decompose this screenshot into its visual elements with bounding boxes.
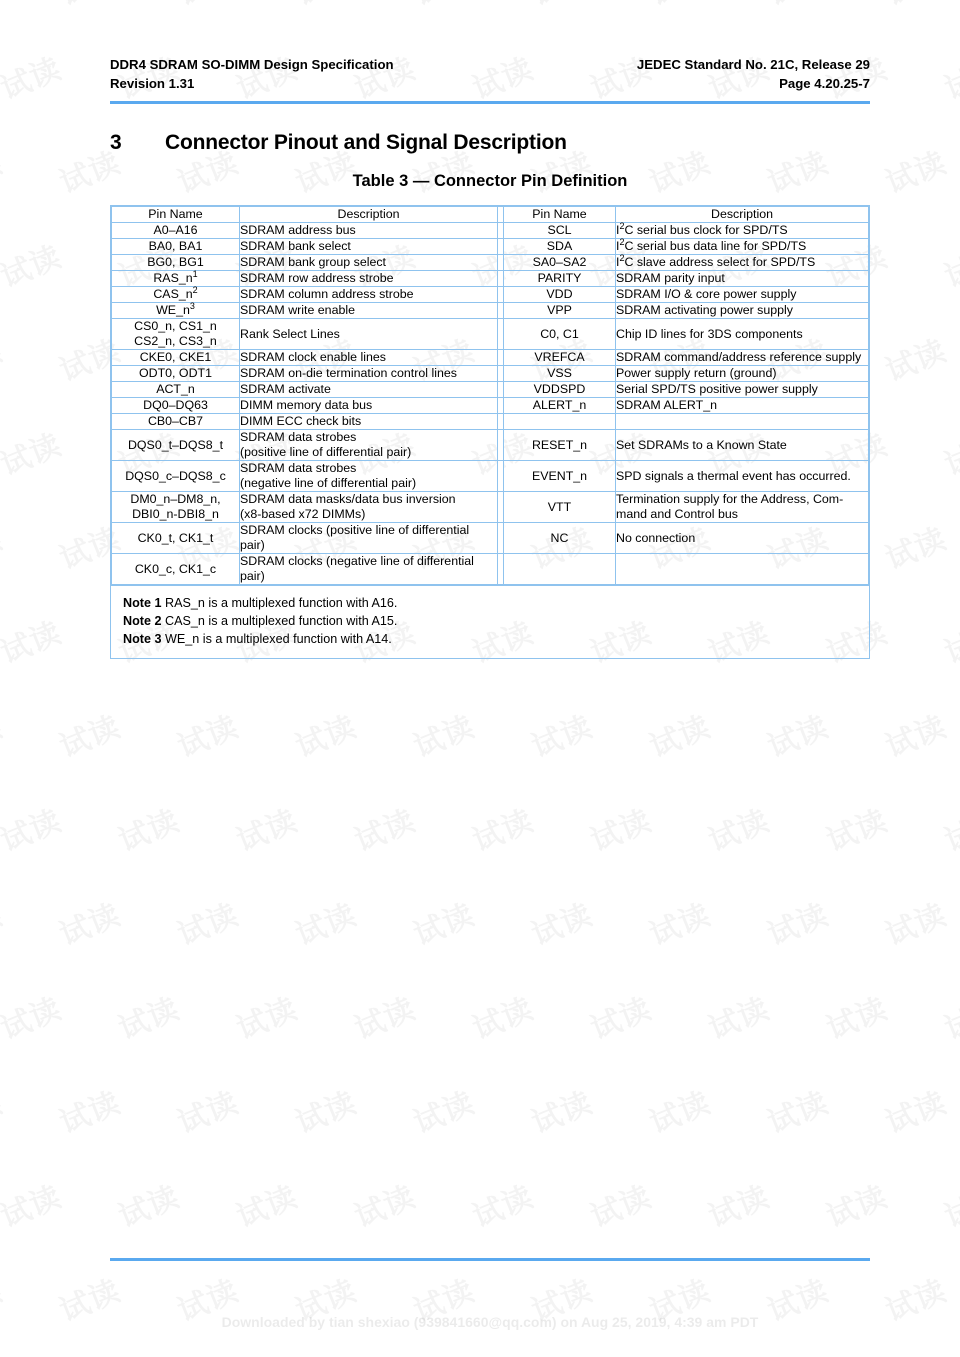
description-cell-right <box>616 236 869 255</box>
note-label: Note 1 <box>123 596 162 610</box>
pin-name-cell-left: $WE\_n^3$ <box>112 303 240 319</box>
pin-name-cell-right: C0, C1 <box>504 319 616 350</box>
pin-name-cell-left: BA0, BA1 <box>112 239 240 255</box>
document-header <box>110 55 870 93</box>
pin-name-cell-left: ACT_n <box>112 382 240 398</box>
table-row <box>112 461 869 492</box>
pin-name-cell-right: VSS <box>504 366 616 382</box>
description-cell-right: SDRAM parity input <box>616 271 869 287</box>
header-left-block <box>110 55 394 93</box>
description-cell-right: Serial SPD/TS positive power supply <box>616 382 869 398</box>
pin-name-cell-left: DQS0_t–DQS8_t <box>112 430 240 461</box>
table-row <box>112 287 869 303</box>
description-cell-right: SPD signals a thermal event has occurred. <box>616 461 869 492</box>
table-row <box>112 492 869 523</box>
description-cell-right: Set SDRAMs to a Known State <box>616 430 869 461</box>
page-title <box>110 131 870 155</box>
description-cell-right: Chip ID lines for 3DS components <box>616 319 869 350</box>
desc-text: C slave address select for SPD/TS <box>624 255 816 269</box>
description-cell-left: Rank Select Lines <box>240 319 498 350</box>
empty-cell <box>616 554 869 585</box>
table-row <box>112 303 869 319</box>
description-cell-right: SDRAM I/O & core power supply <box>616 287 869 303</box>
pin-name-cell-left: $CAS\_n^2$ <box>112 287 240 303</box>
table-row <box>112 366 869 382</box>
table-row <box>112 350 869 366</box>
description-cell-right: SDRAM command/address reference supply <box>616 350 869 366</box>
footnote-marker: 2 <box>192 284 198 295</box>
superscript-marker: 2 <box>619 252 625 263</box>
table-note <box>123 630 859 648</box>
pin-name-cell-left: A0–A16 <box>112 223 240 239</box>
pin-name-cell-right: VDD <box>504 287 616 303</box>
col-header-description-left: Description <box>240 207 498 223</box>
note-label: Note 2 <box>123 614 162 628</box>
pin-definition-table <box>111 206 869 585</box>
header-divider-rule <box>110 101 870 104</box>
footnote-marker: 1 <box>192 268 198 279</box>
description-cell-right: Power supply return (ground) <box>616 366 869 382</box>
desc-text: C serial bus data line for SPD/TS <box>624 239 807 253</box>
col-header-description-right: Description <box>616 207 869 223</box>
table-head <box>112 207 869 223</box>
pin-name-cell-right: NC <box>504 523 616 554</box>
pin-name-cell-left: $RAS\_n^1$ <box>112 271 240 287</box>
description-cell-left: SDRAM activate <box>240 382 498 398</box>
table-row <box>112 223 869 239</box>
pin-name-cell-right: VDDSPD <box>504 382 616 398</box>
superscript-marker: 2 <box>619 236 625 247</box>
table-caption: Table 3 — Connector Pin Definition <box>352 172 628 190</box>
pin-name-cell-right: SDA <box>504 239 616 255</box>
table-header-row <box>112 207 869 223</box>
empty-cell <box>504 554 616 585</box>
table-row <box>112 239 869 255</box>
pin-name-cell-left: CKE0, CKE1 <box>112 350 240 366</box>
pin-name-cell-left: CS0_n, CS1_n CS2_n, CS3_n <box>112 319 240 350</box>
header-doc-title: DDR4 SDRAM SO-DIMM Design Specification <box>110 57 394 72</box>
section-title: Connector Pinout and Signal Description <box>165 131 567 154</box>
pin-name-cell-left: DQS0_c–DQS8_c <box>112 461 240 492</box>
pin-name-cell-left: CB0–CB7 <box>112 414 240 430</box>
empty-cell <box>616 414 869 430</box>
footnote-marker: 3 <box>189 300 195 311</box>
description-cell-right <box>616 252 869 271</box>
pin-name-cell-right: VREFCA <box>504 350 616 366</box>
description-cell-right: SDRAM activating power supply <box>616 303 869 319</box>
note-text: CAS_n is a multiplexed function with A15. <box>161 614 398 628</box>
table-row <box>112 271 869 287</box>
description-cell-right <box>616 220 869 239</box>
pin-name-cell-left: ODT0, ODT1 <box>112 366 240 382</box>
pin-name-cell-left: BG0, BG1 <box>112 255 240 271</box>
pin-name-cell-right: RESET_n <box>504 430 616 461</box>
pin-name-cell-right: SCL <box>504 223 616 239</box>
table-note <box>123 594 859 612</box>
pin-name-cell-right: VPP <box>504 303 616 319</box>
footer-divider-rule <box>110 1258 870 1261</box>
header-right-block <box>637 55 870 93</box>
description-cell-left: SDRAM bank select <box>240 239 498 255</box>
superscript-marker: 2 <box>619 220 625 231</box>
description-cell-left: DIMM ECC check bits <box>240 414 498 430</box>
table-row <box>112 523 869 554</box>
description-cell-left: SDRAM data masks/data bus inversion (x8-based x72 DIMMs) <box>240 492 498 523</box>
table-row <box>112 382 869 398</box>
pin-name-cell-left: DM0_n–DM8_n, DBI0_n-DBI8_n <box>112 492 240 523</box>
description-cell-left: SDRAM on-die termination control lines <box>240 366 498 382</box>
desc-text: C serial bus clock for SPD/TS <box>624 223 788 237</box>
section-number: 3 <box>110 131 122 154</box>
description-cell-left: SDRAM data strobes (negative line of differential pair) <box>240 461 498 492</box>
description-cell-right: Termination supply for the Address, Com- mand and Control bus <box>616 492 869 523</box>
table-row <box>112 319 869 350</box>
description-cell-left: SDRAM write enable <box>240 303 498 319</box>
pin-name-cell-right: VTT <box>504 492 616 523</box>
table-row <box>112 398 869 414</box>
table-body <box>112 220 869 585</box>
pin-name-cell-left: CK0_t, CK1_t <box>112 523 240 554</box>
col-header-pin-name-left: Pin Name <box>112 207 240 223</box>
empty-cell <box>504 414 616 430</box>
description-cell-left: DIMM memory data bus <box>240 398 498 414</box>
table-row <box>112 414 869 430</box>
desc-text: I <box>616 239 620 253</box>
footer-download-notice: Downloaded by tian shexiao (939841660@qq.com) on Aug 25, 2019, 4:39 am PDT <box>221 1314 759 1330</box>
description-cell-left: SDRAM address bus <box>240 223 498 239</box>
description-cell-right: SDRAM ALERT_n <box>616 398 869 414</box>
description-cell-left: SDRAM clocks (negative line of differential pair) <box>240 554 498 585</box>
pin-name-cell-right: EVENT_n <box>504 461 616 492</box>
header-standard-number: JEDEC Standard No. 21C, Release 29 <box>636 57 870 72</box>
description-cell-left: SDRAM data strobes (positive line of differential pair) <box>240 430 498 461</box>
table-row <box>112 430 869 461</box>
note-label: Note 3 <box>123 632 162 646</box>
note-text: WE_n is a multiplexed function with A14. <box>161 632 392 646</box>
description-cell-right: No connection <box>616 523 869 554</box>
description-cell-left: SDRAM row address strobe <box>240 271 498 287</box>
pin-definition-table-container <box>110 205 870 586</box>
header-page-number: Page 4.20.25-7 <box>779 76 870 91</box>
desc-text: I <box>616 223 620 237</box>
header-revision: Revision 1.31 <box>110 76 195 91</box>
description-cell-left: SDRAM clocks (positive line of differential pair) <box>240 523 498 554</box>
description-cell-left: SDRAM clock enable lines <box>240 350 498 366</box>
table-notes-block <box>110 586 870 659</box>
pin-name-cell-right: PARITY <box>504 271 616 287</box>
desc-text: I <box>616 255 620 269</box>
pin-name-cell-right: SA0–SA2 <box>504 255 616 271</box>
table-note <box>123 612 859 630</box>
pin-name-cell-right: ALERT_n <box>504 398 616 414</box>
pin-name-cell-left: CK0_c, CK1_c <box>112 554 240 585</box>
pin-name-cell-left: DQ0–DQ63 <box>112 398 240 414</box>
table-row <box>112 554 869 585</box>
note-text: RAS_n is a multiplexed function with A16. <box>161 596 398 610</box>
description-cell-left: SDRAM column address strobe <box>240 287 498 303</box>
table-row <box>112 255 869 271</box>
description-cell-left: SDRAM bank group select <box>240 255 498 271</box>
col-header-pin-name-right: Pin Name <box>504 207 616 223</box>
